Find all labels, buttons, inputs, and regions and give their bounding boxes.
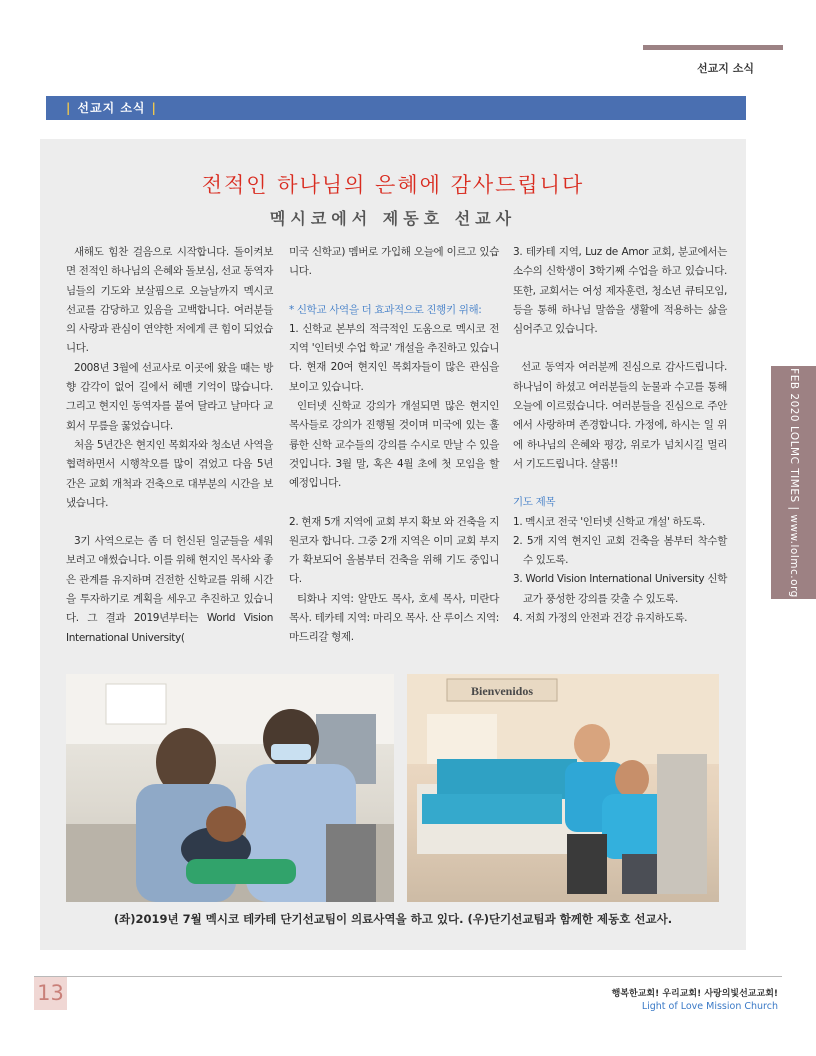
article-title: 전적인 하나님의 은혜에 감사드립니다 — [201, 173, 585, 197]
paragraph: 선교 동역자 여러분께 진심으로 감사드립니다. 하나님이 하셨고 여러분들의 눈물과 수고를 통해 오늘에 이르렀습니다. 여러분들을 진심으로 주안에서 사랑하며 존경합니다. 가정에, 하시는 일 위에 하나님의 은혜와 평강, 위로가 넘치시길 멀리서 기도드립니다. 샬롬!! — [513, 361, 727, 470]
header-accent-bar — [643, 45, 783, 50]
prayer-item: 2. 5개 지역 현지인 교회 건축을 봄부터 착수할 수 있도록. — [513, 534, 727, 567]
side-tab — [771, 366, 816, 599]
photo-missionary-with-team — [407, 674, 719, 902]
section-title: 선교지 소식 — [77, 101, 146, 115]
banner-divider-icon: | — [151, 101, 157, 115]
paragraph: 2008년 3월에 선교사로 이곳에 왔을 때는 방향 감각이 없어 길에서 헤맨 기억이 많습니다. 그리고 현지인 동역자를 붙여 달라고 날마다 교회서 무릎을 꿇었습니다. — [66, 361, 273, 432]
subheading: * 신학교 사역을 더 효과적으로 진행키 위해: — [289, 303, 482, 316]
prayer-title: 기도 제목 — [513, 496, 556, 509]
prayer-item: 1. 멕시코 전국 '인터넷 신학교 개설' 하도록. — [513, 515, 705, 528]
article-column-1 — [66, 243, 273, 648]
paragraph: 미국 신학교) 멤버로 가입해 오늘에 이르고 있습니다. — [289, 246, 499, 278]
article-column-3 — [513, 243, 727, 628]
photo-medical-mission — [66, 674, 394, 902]
paragraph: 인터넷 신학교 강의가 개설되면 많은 현지인 목사들로 강의가 진행될 것이며 미국에 있는 훌륭한 신학 교수들의 강의를 수시로 만날 수 있을 것입니다. 3월 말, 혹은 4월 초에 첫 모임을 할 예정입니다. — [289, 400, 499, 490]
photo-missionary-illustration — [407, 674, 719, 902]
footer-slogan: 행복한교회! 우리교회! 사랑의빛선교교회! — [611, 989, 778, 999]
prayer-item: 3. World Vision International University 신학교가 풍성한 강의를 갖출 수 있도록. — [513, 573, 727, 605]
prayer-item: 4. 저희 가정의 안전과 건강 유지하도록. — [513, 612, 688, 625]
paragraph: 새해도 힘찬 걸음으로 시작합니다. 돌이켜보면 전적인 하나님의 은혜와 돌보심, 선교 동역자님들의 기도와 보살핌으로 오늘날까지 멕시코 선교를 감당하고 있음을 고백합니다. 여러분들의 사랑과 관심이 연약한 저에게 큰 힘이 되었습니다. — [66, 246, 273, 355]
footer-divider — [34, 976, 782, 977]
section-banner — [46, 96, 746, 120]
article-subtitle: 멕시코에서 제동호 선교사 — [269, 209, 517, 228]
photo-medical-mission-illustration — [66, 674, 394, 902]
paragraph: 티화나 지역: 알만도 목사, 호세 목사, 미란다 목사. 테카테 지역: 마리오 목사. 산 루이스 지역: 마드리갈 형제. — [289, 592, 499, 644]
paragraph: 1. 신학교 본부의 적극적인 도움으로 멕시코 전 지역 '인터넷 수업 학교' 개설을 추진하고 있습니다. 현재 20여 현지인 목회자들이 많은 관심을 보이고 있습니다. — [289, 322, 499, 393]
banner-divider-icon: | — [66, 101, 72, 115]
paragraph: 2. 현재 5개 지역에 교회 부지 확보 와 건축을 지원코자 합니다. 그중 2개 지역은 이미 교회 부지가 확보되어 올봄부터 건축을 위해 기도 중입니다. — [289, 515, 499, 586]
footer-church-name: Light of Love Mission Church — [641, 1001, 778, 1012]
header-section-label: 선교지 소식 — [697, 62, 754, 75]
article-column-2 — [289, 243, 499, 648]
page-number: 13 — [34, 977, 67, 1010]
article-box — [40, 139, 746, 950]
paragraph: 3. 테카테 지역, Luz de Amor 교회, 분교에서는 소수의 신학생이 3학기째 수업을 하고 있습니다. 또한, 교회서는 여성 제자훈련, 청소년 큐티모임, 등을 통해 하나님 말씀을 생활에 적용하는 삶을 심어주고 있습니다. — [513, 246, 727, 336]
side-tab-text: FEB 2020 LOLMC TIMES | www.lolmc.org — [787, 367, 800, 598]
paragraph: 3기 사역으로는 좀 더 헌신된 일군들을 세워보려고 애썼습니다. 이를 위해 현지인 목사와 좋은 관계를 유지하며 건전한 신학교를 위해 시간을 투자하기로 계획을 세우고 추진하고 있습니다. 그 결과 2019년부터는 World Vision International University( — [66, 535, 273, 644]
photo-banner-sign: Bienvenidos — [470, 684, 534, 698]
paragraph: 처음 5년간은 현지인 목회자와 청소년 사역을 협력하면서 시행착오를 많이 겪었고 다음 5년간은 교회 개척과 건축으로 대부분의 시간을 보냈습니다. — [66, 438, 273, 509]
photo-caption: (좌)2019년 7월 멕시코 테카테 단기선교팀이 의료사역을 하고 있다. (우)단기선교팀과 함께한 제동호 선교사. — [113, 912, 673, 926]
